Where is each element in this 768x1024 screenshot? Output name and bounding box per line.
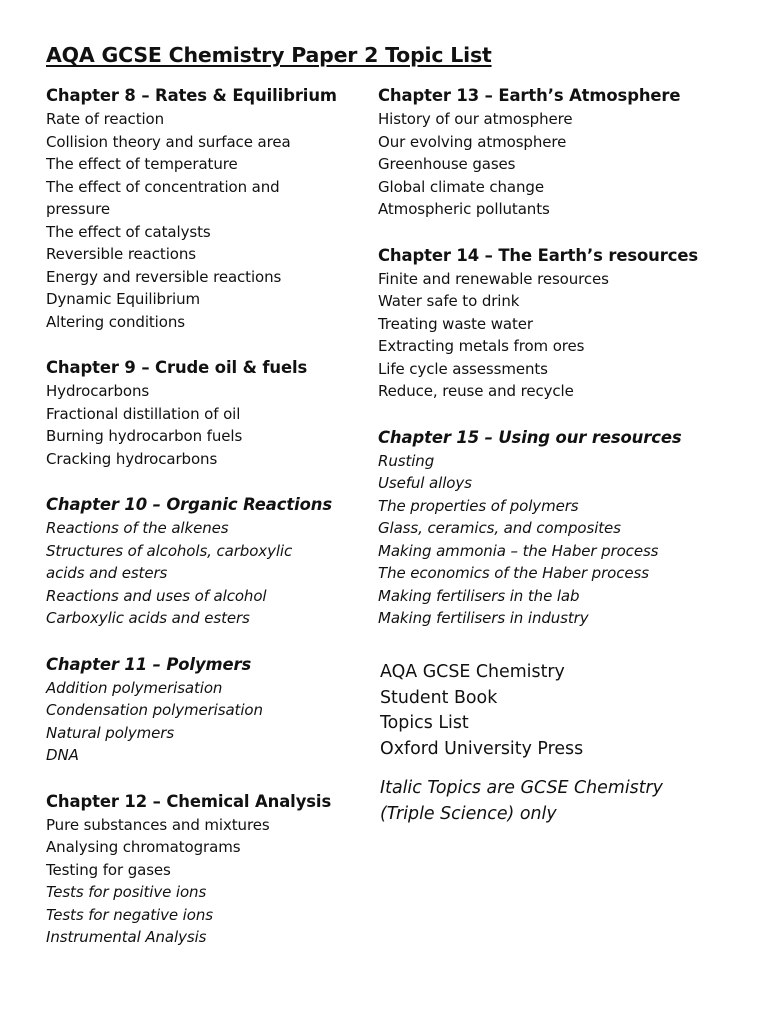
book-info-line: Topics List <box>380 713 469 733</box>
topic-item: Extracting metals from ores <box>378 337 585 355</box>
topic-list <box>46 677 356 767</box>
chapter-section <box>378 84 728 221</box>
topic-list <box>378 108 728 221</box>
topic-item: Cracking hydrocarbons <box>46 449 218 468</box>
book-info-line: AQA GCSE Chemistry <box>380 662 565 682</box>
topic-item: Natural polymers <box>46 723 175 742</box>
topic-item: Reactions of the alkenes <box>46 519 229 537</box>
topic-item: Burning hydrocarbon fuels <box>46 427 243 445</box>
topic-item: History of our atmosphere <box>378 110 573 128</box>
chapter-section <box>46 790 356 949</box>
topic-list <box>378 268 728 403</box>
topic-item: The effect of concentration and pressure <box>46 177 280 218</box>
topic-list <box>46 814 356 949</box>
topic-item: Analysing chromatograms <box>46 838 241 856</box>
chapter-heading: Chapter 8 – Rates & Equilibrium <box>46 86 337 105</box>
topic-item: Making ammonia – the Haber process <box>378 541 659 560</box>
left-column <box>46 84 356 972</box>
topic-item: Condensation polymerisation <box>46 701 263 719</box>
topic-item: Reactions and uses of alcohol <box>46 586 267 605</box>
topic-item: Our evolving atmosphere <box>378 132 567 151</box>
topic-item: Greenhouse gases <box>378 155 516 173</box>
topic-item: Life cycle assessments <box>378 359 548 378</box>
topic-item: The properties of polymers <box>378 496 579 515</box>
chapter-section <box>46 84 356 333</box>
right-column <box>378 84 728 653</box>
topic-item: Carboxylic acids and esters <box>46 609 250 627</box>
topic-item: Structures of alcohols, carboxylic acids and esters <box>46 541 293 582</box>
book-info <box>380 660 720 762</box>
topic-item: Tests for negative ions <box>46 905 213 924</box>
topic-list <box>378 450 728 630</box>
topic-item: Collision theory and surface area <box>46 132 291 151</box>
topic-item: The effect of catalysts <box>46 222 211 241</box>
topic-item: Hydrocarbons <box>46 382 150 400</box>
topic-item: Energy and reversible reactions <box>46 267 282 286</box>
topic-item: DNA <box>46 746 79 764</box>
topic-item: Altering conditions <box>46 312 185 331</box>
chapter-heading: Chapter 10 – Organic Reactions <box>46 495 333 514</box>
topic-item: Making fertilisers in industry <box>378 609 589 627</box>
topic-item: Reduce, reuse and recycle <box>378 382 574 400</box>
topic-item: Finite and renewable resources <box>378 269 609 288</box>
topic-item: Glass, ceramics, and composites <box>378 519 621 537</box>
topic-item: Useful alloys <box>378 474 472 492</box>
topic-item: Global climate change <box>378 177 544 196</box>
chapter-section <box>46 653 356 767</box>
chapter-section <box>46 493 356 630</box>
page-title: AQA GCSE Chemistry Paper 2 Topic List <box>46 43 492 67</box>
topic-item: Treating waste water <box>378 314 533 333</box>
book-info-line: Oxford University Press <box>380 738 584 759</box>
topic-list <box>46 517 356 630</box>
topic-item: Fractional distillation of oil <box>46 404 241 423</box>
chapter-heading: Chapter 12 – Chemical Analysis <box>46 791 332 811</box>
chapter-section <box>46 356 356 470</box>
topic-list <box>46 380 356 470</box>
topic-item: Testing for gases <box>46 860 171 879</box>
chapter-heading: Chapter 9 – Crude oil & fuels <box>46 358 308 377</box>
topic-item: Dynamic Equilibrium <box>46 290 201 308</box>
chapter-heading: Chapter 14 – The Earth’s resources <box>378 245 699 265</box>
topic-item: Water safe to drink <box>378 292 520 310</box>
topic-item: Tests for positive ions <box>46 883 207 901</box>
chapter-heading: Chapter 11 – Polymers <box>46 654 252 674</box>
topic-item: Rate of reaction <box>46 110 165 128</box>
topic-item: Making fertilisers in the lab <box>378 586 580 605</box>
topic-list <box>46 108 356 333</box>
chapter-heading: Chapter 13 – Earth’s Atmosphere <box>378 86 681 105</box>
topic-item: The economics of the Haber process <box>378 564 649 582</box>
topic-item: Pure substances and mixtures <box>46 815 270 834</box>
topic-item: Rusting <box>378 451 435 470</box>
topic-item: The effect of temperature <box>46 155 238 173</box>
topic-item: Addition polymerisation <box>46 678 223 697</box>
chapter-section <box>378 426 728 630</box>
triple-science-note: Italic Topics are GCSE Chemistry (Triple Science) only <box>380 778 663 824</box>
book-info-line: Student Book <box>380 687 498 708</box>
chapter-heading: Chapter 15 – Using our resources <box>378 427 682 447</box>
topic-item: Instrumental Analysis <box>46 928 207 946</box>
chapter-section <box>378 244 728 403</box>
topic-item: Reversible reactions <box>46 245 196 263</box>
topic-item: Atmospheric pollutants <box>378 200 550 218</box>
